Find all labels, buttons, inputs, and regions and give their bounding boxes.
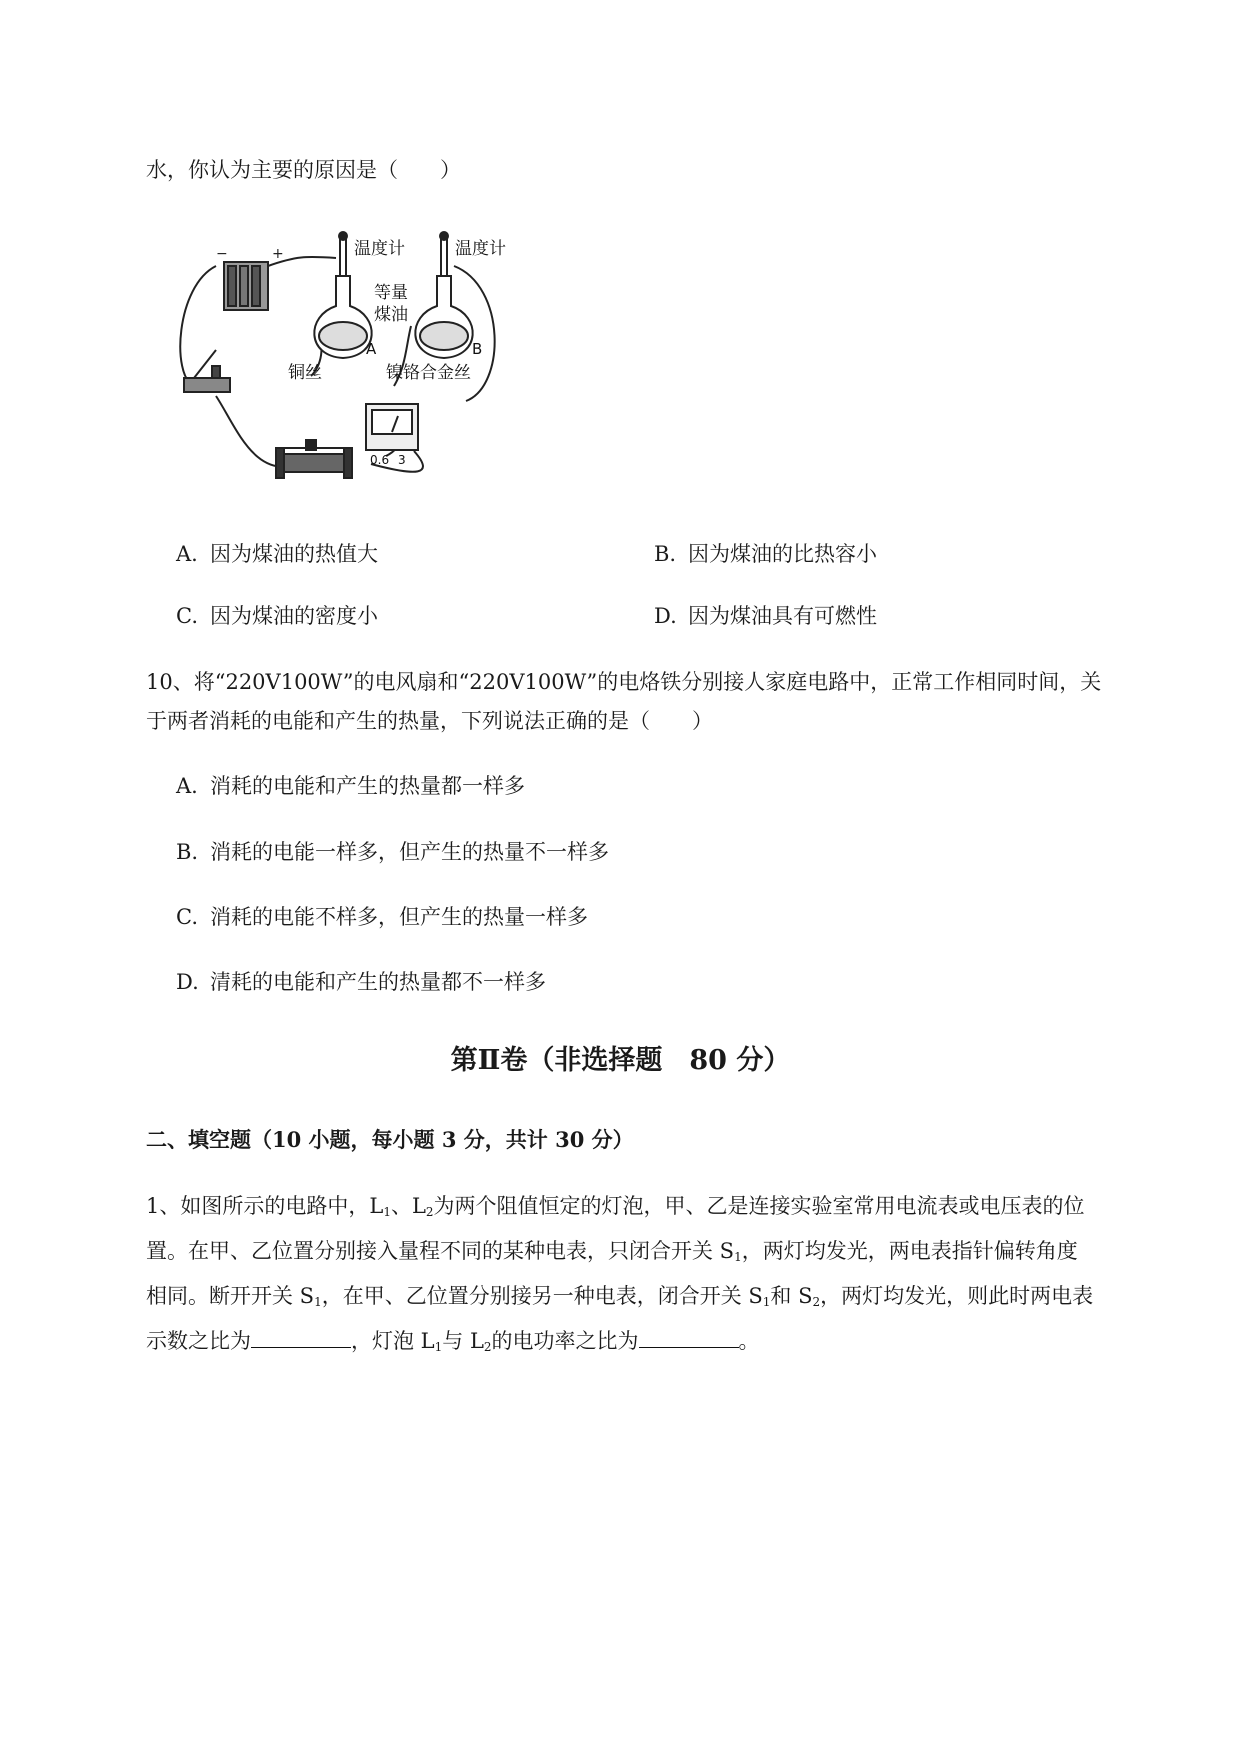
- ammeter: [366, 404, 418, 450]
- q9-option-a[interactable]: A. 因为煤油的热值大: [176, 542, 378, 566]
- ammeter-scale-1: 0.6: [370, 453, 390, 467]
- battery: [224, 262, 268, 310]
- fill-q1-line-3: 相同。断开开关 $S_1$，在甲、乙位置分别接另一种电表，闭合开关 $S_1$和 $S_2$，两灯均发光，则此时两电表: [146, 1284, 1094, 1309]
- q10-option-b[interactable]: B. 消耗的电能一样多，但产生的热量不一样多: [176, 840, 609, 864]
- section-heading: 二、填空题（10 小题，每小题 3 分，共计 30 分）: [146, 1127, 634, 1152]
- q9-option-d[interactable]: D. 因为煤油具有可燃性: [654, 604, 877, 628]
- fill-q1-line-4: 示数之比为 ，灯泡 $L_1$与 $L_2$的电功率之比为 。: [146, 1329, 760, 1354]
- q9-stem-tail: 水，你认为主要的原因是（ ）: [146, 158, 461, 182]
- q10-option-c[interactable]: C. 消耗的电能不样多，但产生的热量一样多: [176, 905, 588, 929]
- thermometer-label-1: 温度计: [354, 239, 405, 259]
- wire-a-label: 铜丝: [288, 363, 322, 383]
- circuit-wire: [180, 266, 216, 386]
- fill-q1-line-2: 置。在甲、乙位置分别接入量程不同的某种电表，只闭合开关 $S_1$，两灯均发光，两电表指针偏转角度: [146, 1239, 1078, 1264]
- section-title: 第Ⅱ卷（非选择题 80 分）: [450, 1045, 791, 1076]
- q9-option-b[interactable]: B. 因为煤油的比热容小: [654, 542, 877, 566]
- q10-stem-line-2: 于两者消耗的电能和产生的热量，下列说法正确的是（ ）: [146, 709, 713, 733]
- switch: [184, 350, 230, 392]
- fill-q1-line-1: 1、如图所示的电路中，$L_1$、$L_2$为两个阻值恒定的灯泡，甲、乙是连接实验室常用电流表或电压表的位: [146, 1194, 1085, 1219]
- flask-a: [314, 276, 371, 358]
- answer-blank-1[interactable]: [251, 1329, 351, 1348]
- thermometer-label-2: 温度计: [455, 239, 506, 259]
- q10-option-a[interactable]: A. 消耗的电能和产生的热量都一样多: [176, 774, 525, 798]
- rheostat: [276, 440, 352, 478]
- flask-b: [415, 276, 472, 358]
- flask-a-label: A: [366, 340, 377, 358]
- ammeter-scale-2: 3: [398, 453, 406, 467]
- kerosene-label: 煤油: [374, 305, 408, 325]
- battery-minus-label: −: [216, 246, 228, 262]
- battery-plus-label: +: [272, 246, 284, 262]
- flask-b-label: B: [472, 340, 483, 358]
- q9-option-c[interactable]: C. 因为煤油的密度小: [176, 604, 378, 628]
- circuit-figure: [176, 226, 536, 488]
- q10-option-d[interactable]: D. 清耗的电能和产生的热量都不一样多: [176, 970, 546, 994]
- q10-stem-line-1: 10、将“220V100W”的电风扇和“220V100W”的电烙铁分别接人家庭电路中，正常工作相同时间，关: [146, 670, 1102, 694]
- wire-b-label: 镍铬合金丝: [386, 363, 471, 383]
- equal-label: 等量: [374, 283, 408, 303]
- answer-blank-2[interactable]: [639, 1329, 739, 1348]
